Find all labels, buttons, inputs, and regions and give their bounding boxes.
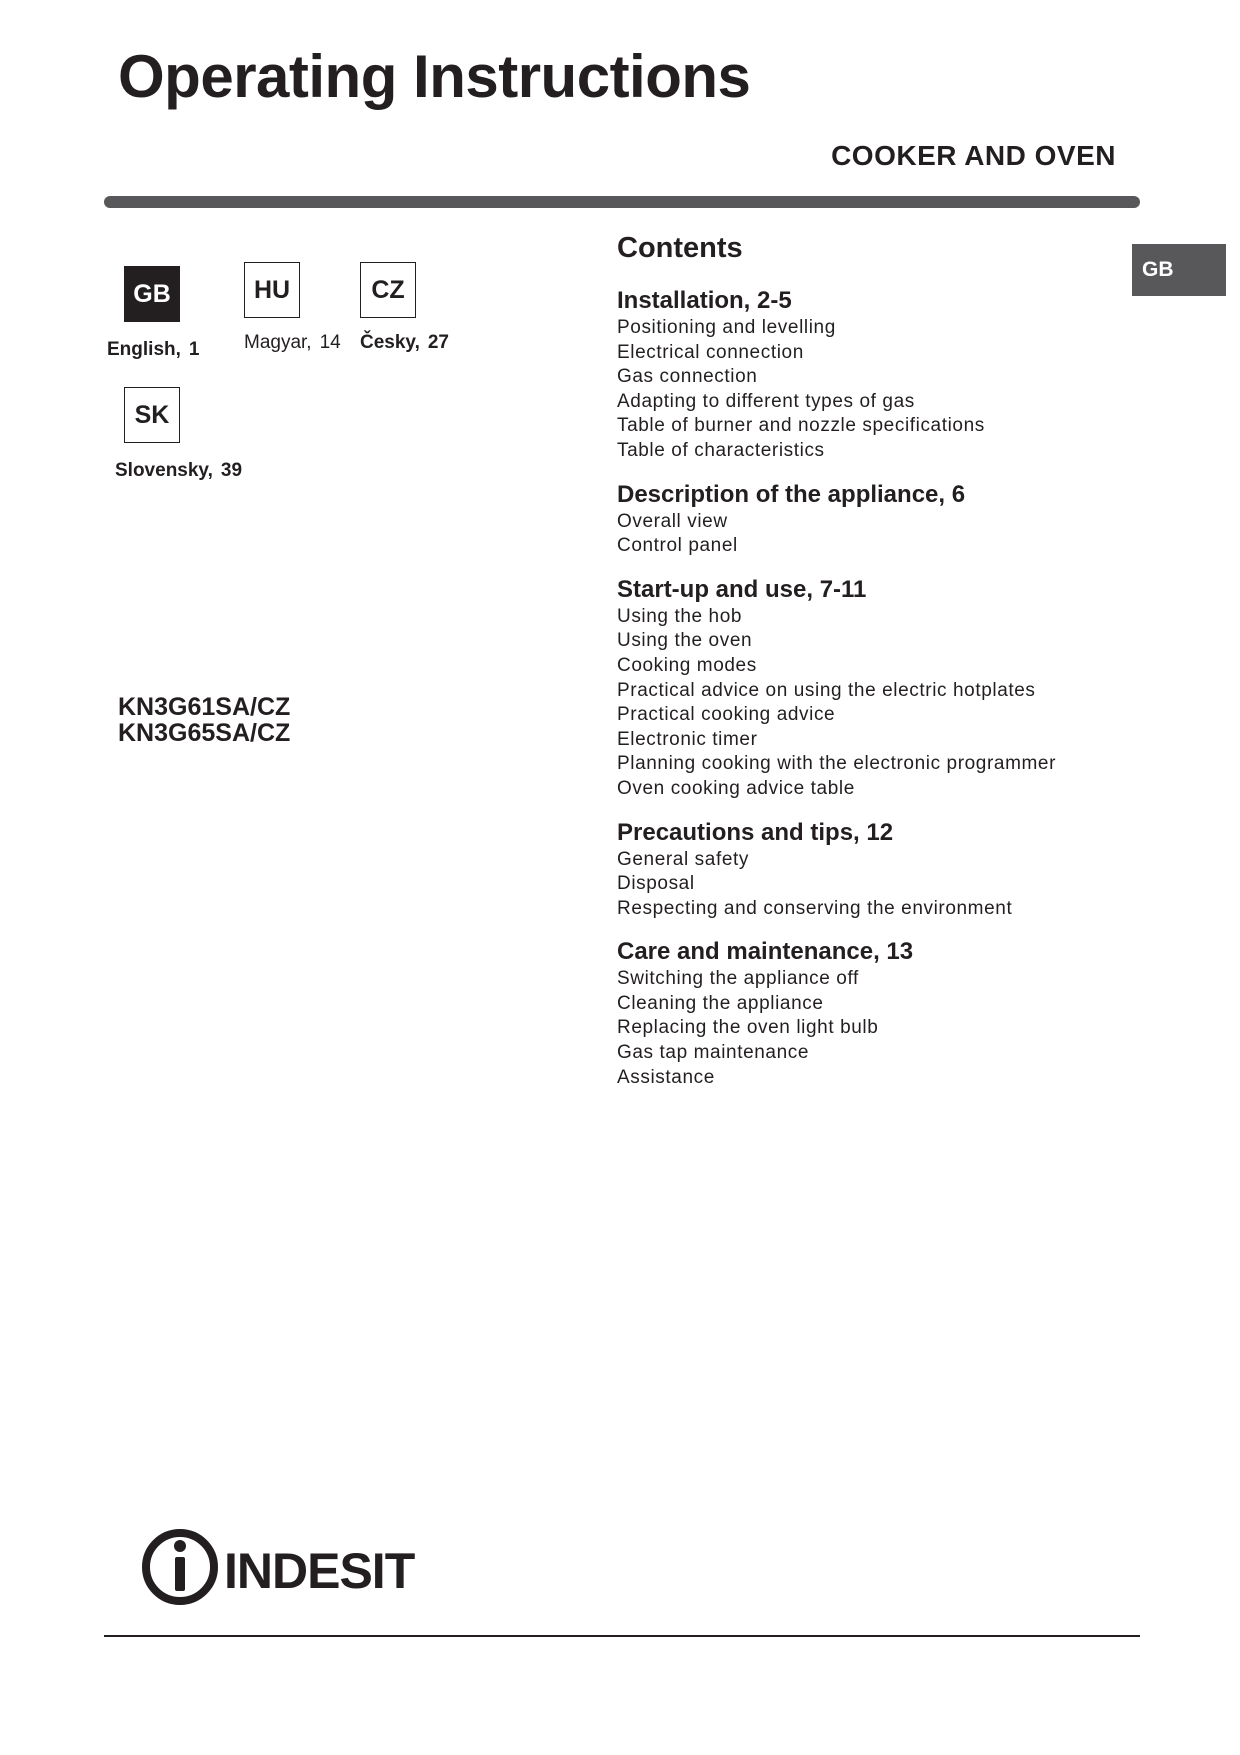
contents-section-precautions	[617, 818, 1177, 922]
contents-item[interactable]: Respecting and conserving the environment	[617, 897, 1013, 919]
contents-item[interactable]: Oven cooking advice table	[617, 777, 855, 799]
contents-item[interactable]: Electrical connection	[617, 341, 804, 363]
contents-section-care	[617, 937, 1177, 1090]
contents-item[interactable]: Table of characteristics	[617, 439, 825, 461]
language-label-hu[interactable]	[244, 332, 341, 354]
language-name: Magyar,	[244, 332, 312, 353]
contents-item[interactable]: Using the oven	[617, 630, 753, 652]
contents-item[interactable]: Overall view	[617, 510, 728, 532]
language-page: 39	[220, 460, 243, 481]
language-box-gb[interactable]: GB	[124, 266, 180, 322]
language-name: English,	[107, 339, 181, 360]
section-title[interactable]: Precautions and tips, 12	[617, 818, 894, 846]
section-title[interactable]: Installation, 2-5	[617, 287, 792, 314]
section-title[interactable]: Start-up and use, 7-11	[617, 575, 867, 603]
contents-item[interactable]: Cleaning the appliance	[617, 992, 824, 1014]
language-page: 14	[319, 332, 341, 353]
language-label-sk[interactable]	[115, 460, 242, 482]
language-label-gb[interactable]	[107, 339, 199, 361]
contents-item[interactable]: Cooking modes	[617, 654, 757, 676]
contents-item[interactable]: Switching the appliance off	[617, 968, 859, 990]
contents-item[interactable]: General safety	[617, 848, 749, 870]
contents-item[interactable]: Positioning and levelling	[617, 317, 836, 338]
language-name: Česky,	[360, 332, 420, 353]
model-numbers	[118, 694, 290, 746]
indesit-logo	[140, 1522, 440, 1608]
contents-item[interactable]: Adapting to different types of gas	[617, 390, 915, 412]
contents-item[interactable]: Table of burner and nozzle specifications	[617, 415, 985, 437]
language-box-hu[interactable]: HU	[244, 262, 300, 318]
section-title[interactable]: Description of the appliance, 6	[617, 480, 966, 508]
contents-item[interactable]: Gas tap maintenance	[617, 1042, 810, 1064]
contents-item[interactable]: Assistance	[617, 1066, 715, 1088]
page-title: Operating Instructions	[118, 43, 751, 110]
language-name: Slovensky,	[115, 460, 213, 481]
logo-stem	[175, 1557, 185, 1591]
table-of-contents	[617, 286, 1177, 1106]
contents-section-installation	[617, 286, 1177, 464]
language-page: 27	[427, 332, 449, 353]
top-divider	[104, 196, 1140, 208]
contents-item[interactable]: Electronic timer	[617, 728, 758, 750]
logo-wordmark: INDESIT	[224, 1543, 415, 1599]
model-number: KN3G61SA/CZ	[118, 693, 291, 721]
contents-item[interactable]: Practical cooking advice	[617, 704, 836, 726]
language-box-cz[interactable]: CZ	[360, 262, 416, 318]
contents-item[interactable]: Using the hob	[617, 605, 743, 627]
section-title[interactable]: Care and maintenance, 13	[617, 938, 914, 966]
contents-section-description	[617, 480, 1177, 559]
model-number: KN3G65SA/CZ	[118, 719, 291, 747]
contents-item[interactable]: Control panel	[617, 535, 738, 557]
contents-item[interactable]: Gas connection	[617, 366, 758, 388]
contents-item[interactable]: Disposal	[617, 873, 695, 895]
language-side-tab[interactable]: GB	[1132, 244, 1226, 296]
contents-heading: Contents	[617, 232, 743, 264]
language-page: 1	[188, 339, 200, 360]
language-box-sk[interactable]: SK	[124, 387, 180, 443]
language-label-cz[interactable]	[360, 332, 449, 354]
contents-item[interactable]: Practical advice on using the electric hotplates	[617, 679, 1036, 701]
document-subtitle: COOKER AND OVEN	[831, 140, 1116, 171]
logo-dot	[174, 1540, 186, 1552]
contents-item[interactable]: Replacing the oven light bulb	[617, 1017, 879, 1039]
bottom-divider	[104, 1635, 1140, 1637]
contents-section-startup	[617, 575, 1177, 802]
contents-item[interactable]: Planning cooking with the electronic programmer	[617, 753, 1057, 775]
